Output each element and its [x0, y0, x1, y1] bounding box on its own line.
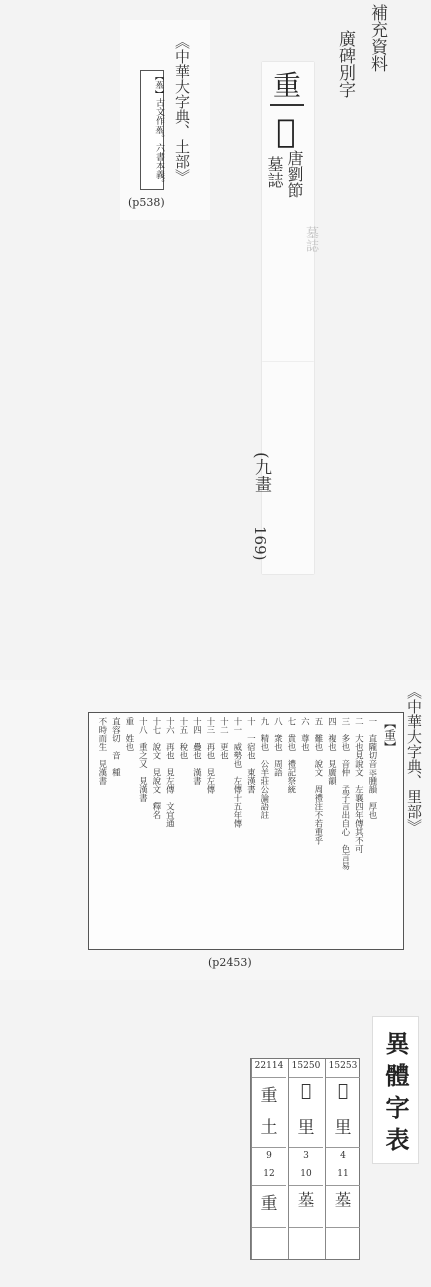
dictionary-column: 八 衆也 周語: [272, 717, 283, 777]
dictionary-column: 六 尊也: [299, 717, 310, 751]
variant-number: 11: [337, 1169, 349, 1179]
dictionary-column: 一 直隴切音𠦓腫韻 厚也: [366, 717, 377, 819]
dictionary-column: 重 姓也: [123, 717, 134, 751]
variant-number: 3: [303, 1151, 309, 1161]
variant-glyph: 重: [260, 1194, 278, 1214]
table-rule: [289, 1185, 323, 1186]
variant-glyph: 土: [260, 1118, 278, 1138]
right-citation-title: 《中華大字典、里部》: [405, 684, 423, 834]
strip-source2: 墓誌: [265, 156, 284, 188]
table-rule: [289, 1147, 323, 1148]
variant-glyph: 𡍢: [337, 1081, 349, 1101]
dictionary-column: 十七 說文 見說文 釋名: [150, 717, 161, 819]
dictionary-column: 十四 疊也 漢書: [191, 717, 202, 785]
variant-column: [288, 1059, 323, 1259]
right-citation-page: (p2453): [208, 956, 252, 969]
table-rule: [252, 1185, 286, 1186]
variant-glyph: 里: [334, 1118, 352, 1138]
variant-table: [250, 1058, 360, 1260]
dictionary-column: 直容切 音 種: [110, 717, 121, 777]
dictionary-entry-head: 【重】: [382, 717, 397, 753]
strip-faint-text: 墓誌: [303, 226, 318, 252]
strip-heading: 重: [270, 64, 304, 106]
dictionary-column: 十五 稅也: [177, 717, 188, 760]
scan-patch: [120, 20, 210, 220]
variant-glyph: 𡍢: [300, 1081, 312, 1101]
variant-column: [251, 1059, 286, 1259]
dictionary-column: 十一 威勢也 左傳十五年傳: [231, 717, 242, 828]
table-rule: [326, 1227, 360, 1228]
table-rule: [289, 1227, 323, 1228]
dictionary-column: 七 貴也 禮記祭統: [285, 717, 296, 794]
variant-number: 4: [340, 1151, 346, 1161]
variant-id: 15253: [328, 1061, 358, 1071]
variant-column: [325, 1059, 360, 1259]
citation-entry-text: 古文作𡎸。六書本義。: [154, 98, 164, 188]
dictionary-column: 五 難也 說文 周禮注不若重乎: [312, 717, 323, 845]
dictionary-column: 十八 重之又 見漢書: [137, 717, 148, 802]
variant-id: 22114: [254, 1061, 284, 1071]
citation-entry-box: [140, 70, 164, 190]
citation-title: 《中華大字典、土部》: [173, 34, 191, 184]
note-guangbei-biezi: 廣碑別字: [335, 30, 355, 98]
table-rule: [289, 1077, 323, 1078]
variant-glyph: 𡎸: [297, 1191, 315, 1211]
strip-stroke-note: (九畫: [251, 452, 271, 493]
variant-number: 9: [266, 1151, 272, 1161]
glyph-strip: [262, 62, 314, 362]
variant-id: 15250: [291, 1061, 321, 1071]
variant-number: 10: [300, 1169, 312, 1179]
variant-table-badge: [372, 1016, 419, 1164]
table-rule: [252, 1227, 286, 1228]
dictionary-column: 不時而生 見漢書: [96, 717, 107, 785]
table-rule: [252, 1077, 286, 1078]
strip-source: 唐劉節: [285, 150, 304, 198]
dictionary-column: 十六 再也 見左傳 文宜通: [164, 717, 175, 828]
table-rule: [252, 1147, 286, 1148]
dictionary-entry: [88, 712, 404, 950]
variant-glyph: 𡎸: [334, 1191, 352, 1211]
note-supplementary-data: 補充資料: [367, 4, 387, 72]
dictionary-column: 四 複也 見廣韻: [326, 717, 337, 785]
strip-stroke-page: 169): [251, 526, 269, 561]
dictionary-column: 九 精也 公羊莊公論語註: [258, 717, 269, 819]
dictionary-column: 三 多也 音仲 孟子言出自心 色言易: [339, 717, 350, 870]
dictionary-column: 十三 再也 見左傳: [204, 717, 215, 794]
dictionary-column: 十 一宿也 東漢書: [245, 717, 256, 794]
table-rule: [326, 1185, 360, 1186]
table-rule: [326, 1077, 360, 1078]
citation-entry-head: 【𡎸】: [154, 71, 164, 98]
dictionary-column: 二 大也見說文 左襄四年傳其不可: [353, 717, 364, 853]
dictionary-column: 十二 更也: [218, 717, 229, 760]
table-rule: [326, 1147, 360, 1148]
badge-label: 異體字表: [381, 1031, 410, 1159]
variant-number: 12: [263, 1169, 275, 1179]
citation-page: (p538): [128, 196, 165, 209]
variant-glyph: 里: [297, 1118, 315, 1138]
variant-glyph: 重: [260, 1086, 278, 1106]
strip-main-glyph: 𡍢: [276, 112, 296, 150]
